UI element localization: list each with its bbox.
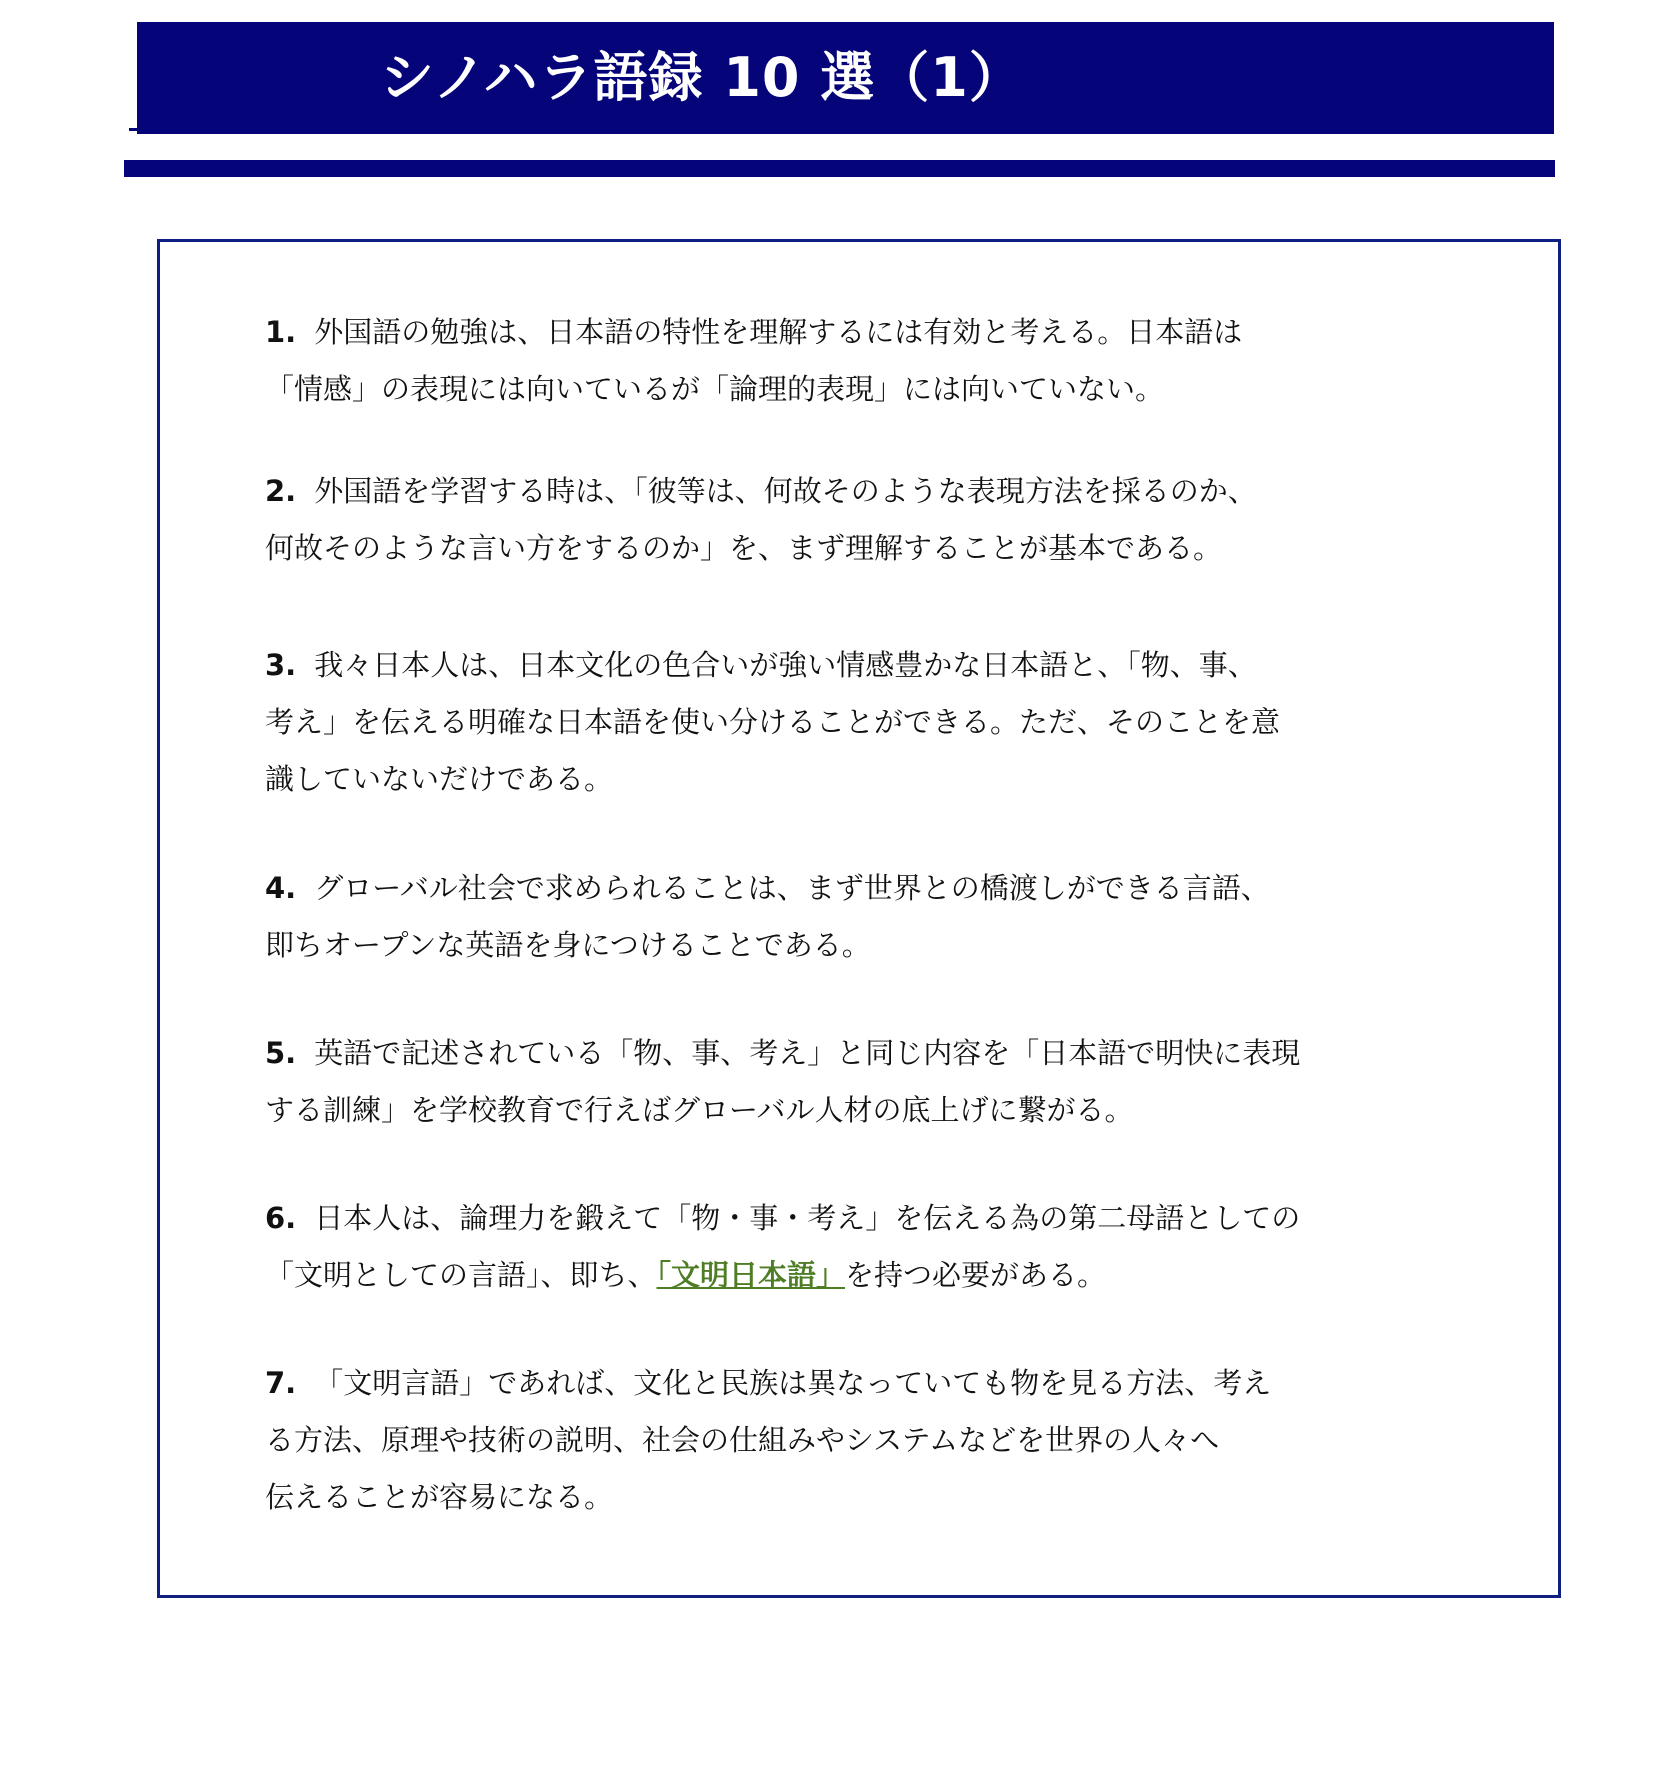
quote-number: 2.: [265, 474, 297, 508]
quote-line: [265, 1247, 1300, 1304]
quote-line: [265, 361, 1242, 418]
quote-text: 「文明としての言語」、即ち、: [265, 1258, 657, 1292]
quote-line: [265, 751, 1280, 808]
bunmei-nihongo-link[interactable]: 「文明日本語」: [656, 1258, 846, 1292]
quote-text: 「情感」の表現には向いているが「論理的表現」には向いていない。: [265, 372, 1165, 406]
quote-number: 1.: [265, 315, 297, 349]
quote-line: [265, 694, 1280, 751]
quote-number: 6.: [265, 1201, 297, 1235]
title-underline-rule: [124, 160, 1555, 177]
quote-item-2: [265, 463, 1257, 577]
quote-text: グローバル社会で求められることは、まず世界との橋渡しができる言語、: [314, 871, 1270, 905]
quote-text: 日本人は、論理力を鍛えて「物・事・考え」を伝える為の第二母語としての: [314, 1201, 1301, 1235]
quote-number: 4.: [265, 871, 297, 905]
quote-line: [265, 304, 1242, 361]
quote-line: [265, 1412, 1271, 1469]
quote-text: する訓練」を学校教育で行えばグローバル人材の底上げに繋がる。: [265, 1093, 1134, 1127]
quote-text: 「文明言語」であれば、文化と民族は異なっていても物を見る方法、考え: [314, 1366, 1272, 1400]
quote-text: 何故そのような言い方をするのか」を、まず理解することが基本である。: [265, 531, 1223, 565]
quote-item-4: [265, 860, 1270, 974]
quote-number: 7.: [265, 1366, 297, 1400]
quote-item-5: [265, 1025, 1300, 1139]
quote-text: る方法、原理や技術の説明、社会の仕組みやシステムなどを世界の人々へ: [265, 1423, 1220, 1457]
quote-text: 外国語の勉強は、日本語の特性を理解するには有効と考える。日本語は: [314, 315, 1243, 349]
quote-item-3: [265, 637, 1280, 808]
quote-number: 5.: [265, 1036, 297, 1070]
quote-text: 即ちオープンな英語を身につけることである。: [265, 928, 871, 962]
quote-text: を持つ必要がある。: [845, 1258, 1107, 1292]
quote-line: [265, 1082, 1300, 1139]
quote-text: 識していないだけである。: [265, 762, 614, 796]
quote-item-7: [265, 1355, 1271, 1526]
quote-line: [265, 637, 1280, 694]
quote-line: [265, 1025, 1300, 1082]
quote-line: [265, 520, 1257, 577]
quote-line: [265, 1190, 1300, 1247]
quote-text: 我々日本人は、日本文化の色合いが強い情感豊かな日本語と、「物、事、: [314, 648, 1257, 682]
title-tick-mark: [129, 128, 139, 131]
quote-line: [265, 1469, 1271, 1526]
quote-number: 3.: [265, 648, 297, 682]
quote-line: [265, 463, 1257, 520]
quote-text: 考え」を伝える明確な日本語を使い分けることができる。ただ、そのことを意: [265, 705, 1281, 739]
quote-text: 伝えることが容易になる。: [265, 1480, 614, 1514]
quote-text: 外国語を学習する時は、「彼等は、何故そのような表現方法を採るのか、: [314, 474, 1257, 508]
page-title: シノハラ語録 10 選（1）: [380, 46, 1024, 109]
quote-line: [265, 1355, 1271, 1412]
quote-line: [265, 917, 1270, 974]
quote-item-1: [265, 304, 1242, 418]
quote-line: [265, 860, 1270, 917]
quote-item-6: [265, 1190, 1300, 1304]
quote-text: 英語で記述されている「物、事、考え」と同じ内容を「日本語で明快に表現: [314, 1036, 1301, 1070]
